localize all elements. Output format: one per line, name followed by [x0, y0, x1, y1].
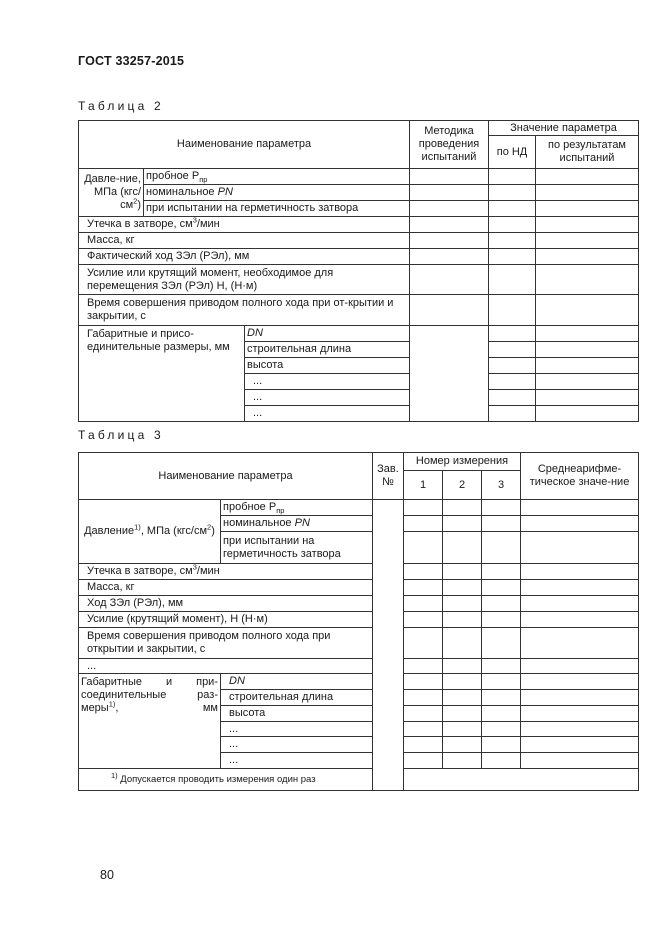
- t2-dims-dots-2: ...: [245, 390, 410, 406]
- t3-head-n3: 3: [482, 471, 521, 500]
- t3-head-average: Среднеарифме-тическое значе-ние: [521, 453, 639, 500]
- t3-dims-dots-2: ...: [221, 737, 373, 753]
- t2-stroke: Фактический ход ЗЭл (РЭл), мм: [79, 249, 410, 265]
- t3-footnote: $^{1)}$ Допускается проводить измерения один раз: [79, 769, 639, 791]
- t2-dims-dots-3: ...: [245, 406, 410, 422]
- document-code: ГОСТ 33257-2015: [78, 54, 185, 68]
- t2-pressure-tightness: при испытании на герметичность затвора: [144, 201, 410, 217]
- t3-head-measure: Номер измерения: [404, 453, 521, 471]
- t3-dims-dots-3: ...: [221, 753, 373, 769]
- t3-force: Усилие (крутящий момент), Н (Н·м): [79, 612, 373, 628]
- t3-head-serial: Зав. №: [373, 453, 404, 500]
- t2-leak: Утечка в затворе, $см^3$/мин: [79, 217, 410, 233]
- t3-time: Время совершения приводом полного хода при открытии и закрытии, с: [79, 628, 373, 659]
- t3-dims-height: высота: [221, 706, 373, 722]
- t2-time: Время совершения приводом полного хода при от-крытии и закрытии, с: [79, 295, 410, 326]
- t3-pressure-tightness: при испытании на герметичность затвора: [221, 532, 373, 564]
- t2-head-name: Наименование параметра: [79, 121, 410, 169]
- t3-head-n1: 1: [404, 471, 443, 500]
- t3-stroke: Ход ЗЭл (РЭл), мм: [79, 596, 373, 612]
- t3-head-name: Наименование параметра: [79, 453, 373, 500]
- t3-dims-length: строительная длина: [221, 690, 373, 706]
- table-3: [78, 452, 639, 791]
- table-2-caption: Таблица 2: [78, 99, 164, 113]
- t2-mass: Масса, кг: [79, 233, 410, 249]
- t2-head-method: Методика проведения испытаний: [410, 121, 489, 169]
- t2-dims-dn: DN: [245, 326, 410, 342]
- table-2: [78, 120, 639, 422]
- t3-head-n2: 2: [443, 471, 482, 500]
- t2-head-value: Значение параметра: [489, 121, 639, 136]
- t3-pressure-nominal: номинальное PN: [221, 516, 373, 532]
- t2-force: Усилие или крутящий момент, необходимое для перемещения ЗЭл (РЭл) Н, (Н·м): [79, 265, 410, 295]
- table-3-caption: Таблица 3: [78, 428, 164, 442]
- t2-head-by-results: по результатам испытаний: [536, 136, 639, 169]
- t3-pressure-test: пробное $P_{пр}$: [221, 500, 373, 516]
- t2-pressure-test: пробное $P_{пр}$: [144, 169, 410, 185]
- t2-dims-length: строительная длина: [245, 342, 410, 358]
- t2-pressure-label: Давле-ние, МПа $(кгс/см^2)$: [79, 169, 144, 217]
- t3-dots: ...: [79, 659, 373, 674]
- t2-dims-height: высота: [245, 358, 410, 374]
- t3-mass: Масса, кг: [79, 580, 373, 596]
- page-number: 80: [100, 868, 114, 882]
- t2-dims-label: Габаритные и присо-единительные размеры, мм: [79, 326, 245, 422]
- t3-dims-label: Габаритные и при-соединительные раз-меры$^{1)}$, мм: [79, 674, 221, 769]
- t3-dims-dn: DN: [221, 674, 373, 690]
- t2-pressure-nominal: номинальное PN: [144, 185, 410, 201]
- t3-dims-dots-1: ...: [221, 722, 373, 737]
- t2-head-by-nd: по НД: [489, 136, 536, 169]
- t3-pressure-label: Давление$^{1)}$, МПа $(кгс/см^2)$: [79, 500, 221, 564]
- t2-dims-dots-1: ...: [245, 374, 410, 390]
- t3-leak: Утечка в затворе, $см^3$/мин: [79, 564, 373, 580]
